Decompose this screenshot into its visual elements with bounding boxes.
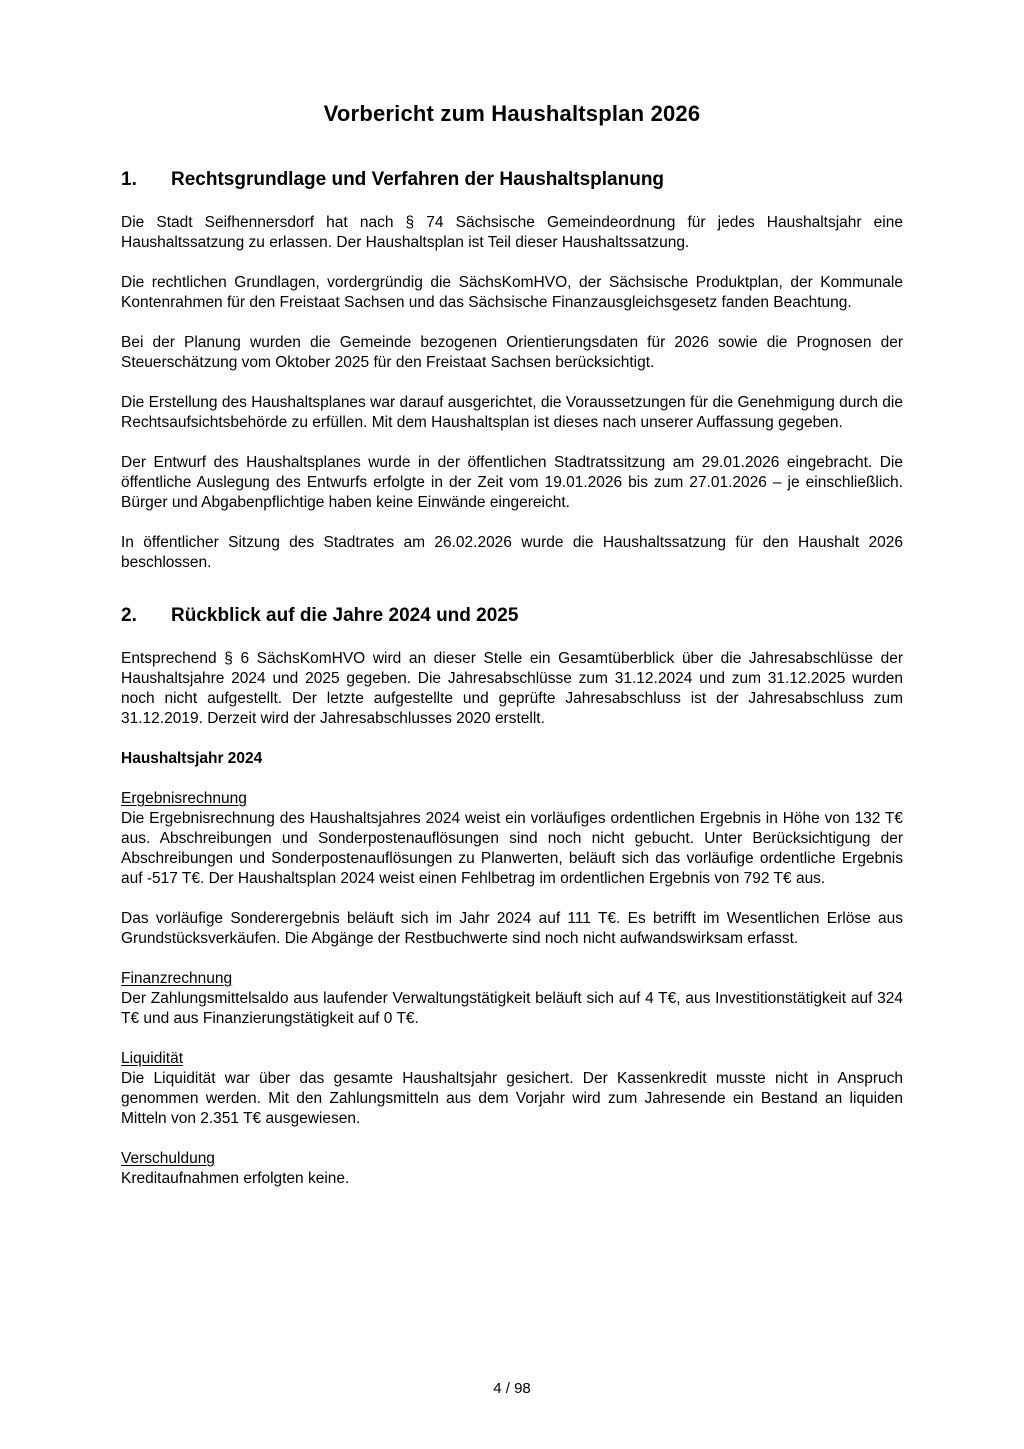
paragraph: Kreditaufnahmen erfolgten keine. [121, 1170, 350, 1187]
paragraph: Bei der Planung wurden die Gemeinde bezogenen Orientierungsdaten für 2026 sowie die Prognosen der Steuerschätzung vom Oktober 2025 für den Freistaat Sachsen berücksichtigt. [121, 334, 903, 371]
section-1-title: Rechtsgrundlage und Verfahren der Haushaltsplanung [171, 169, 665, 190]
paragraph: Die Erstellung des Haushaltsplanes war darauf ausgerichtet, die Voraussetzungen für die Genehmigung durch die Rechtsaufsichtsbehörde zu erfüllen. Mit dem Haushaltsplan ist dieses nach unserer Auffassung gegeben. [121, 394, 903, 431]
paragraph: Die Ergebnisrechnung des Haushaltsjahres 2024 weist ein vorläufiges ordentlichen Ergebnis in Höhe von 132 T€ aus. Abschreibungen und Sonderpostenauflösungen sind noch nicht gebucht. Unter Berücksichtigung der Abschreibungen und Sonderpostenauflösungen zu Planwerten, beläuft sich das vorläufige ordentliche Ergebnis auf -517 T€. Der Haushaltsplan 2024 weist einen Fehlbetrag im ordentlichen Ergebnis von 792 T€ aus. [121, 810, 903, 887]
subsection-ergebnisrechnung [121, 789, 903, 949]
subsection-liquiditaet [121, 1049, 903, 1129]
subsection-label: Verschuldung [121, 1150, 215, 1167]
subsection-verschuldung [121, 1149, 903, 1189]
section-rechtsgrundlage [121, 168, 903, 573]
paragraph: Die Stadt Seifhennersdorf hat nach § 74 Sächsische Gemeindeordnung für jedes Haushaltsjahr eine Haushaltssatzung zu erlassen. Der Haushaltsplan ist Teil dieser Haushaltssatzung. [121, 214, 903, 251]
paragraph: Der Entwurf des Haushaltsplanes wurde in der öffentlichen Stadtratssitzung am 29.01.2026 eingebracht. Die öffentliche Auslegung des Entwurfs erfolgte in der Zeit vom 19.01.2026 bis zum 27.01.2026 – je einschließlich. Bürger und Abgabenpflichtige haben keine Einwände eingereicht. [121, 454, 903, 511]
section-1-heading [121, 168, 903, 192]
page-number: 4 / 98 [493, 1380, 531, 1397]
section-1-number: 1. [121, 169, 137, 190]
page-content [121, 0, 903, 1209]
subsection-label: Ergebnisrechnung [121, 790, 247, 807]
paragraph: Das vorläufige Sonderergebnis beläuft sich im Jahr 2024 auf 111 T€. Es betrifft im Wesentlichen Erlöse aus Grundstücksverkäufen. Die Abgänge der Restbuchwerte sind noch nicht aufwandswirksam erfasst. [121, 910, 903, 947]
subsection-label: Liquidität [121, 1050, 184, 1067]
document-title: Vorbericht zum Haushaltsplan 2026 [323, 101, 701, 126]
section-2-heading [121, 604, 903, 628]
paragraph: Die rechtlichen Grundlagen, vordergründig die SächsKomHVO, der Sächsische Produktplan, der Kommunale Kontenrahmen für den Freistaat Sachsen und das Sächsische Finanzausgleichsgesetz fanden Beachtung. [121, 274, 903, 311]
paragraph: Entsprechend § 6 SächsKomHVO wird an dieser Stelle ein Gesamtüberblick über die Jahresabschlüsse der Haushaltsjahre 2024 und 2025 gegeben. Die Jahresabschlüsse zum 31.12.2024 und zum 31.12.2025 wurden noch nicht aufgestellt. Der letzte aufgestellte und geprüfte Jahresabschluss ist der Jahresabschluss zum 31.12.2019. Derzeit wird der Jahresabschlusses 2020 erstellt. [121, 650, 903, 727]
subsection-finanzrechnung [121, 969, 903, 1029]
subheading-haushaltsjahr-2024: Haushaltsjahr 2024 [121, 750, 263, 767]
section-2-title: Rückblick auf die Jahre 2024 und 2025 [171, 605, 519, 626]
subsection-label: Finanzrechnung [121, 970, 233, 987]
paragraph: Die Liquidität war über das gesamte Haushaltsjahr gesichert. Der Kassenkredit musste nicht in Anspruch genommen werden. Mit den Zahlungsmitteln aus dem Vorjahr wird zum Jahresende ein Bestand an liquiden Mitteln von 2.351 T€ ausgewiesen. [121, 1070, 903, 1127]
paragraph: Der Zahlungsmittelsaldo aus laufender Verwaltungstätigkeit beläuft sich auf 4 T€, aus Investitionstätigkeit auf 324 T€ und aus Finanzierungstätigkeit auf 0 T€. [121, 990, 903, 1027]
section-rueckblick [121, 604, 903, 1189]
section-2-number: 2. [121, 605, 137, 626]
paragraph: In öffentlicher Sitzung des Stadtrates am 26.02.2026 wurde die Haushaltssatzung für den Haushalt 2026 beschlossen. [121, 534, 903, 571]
